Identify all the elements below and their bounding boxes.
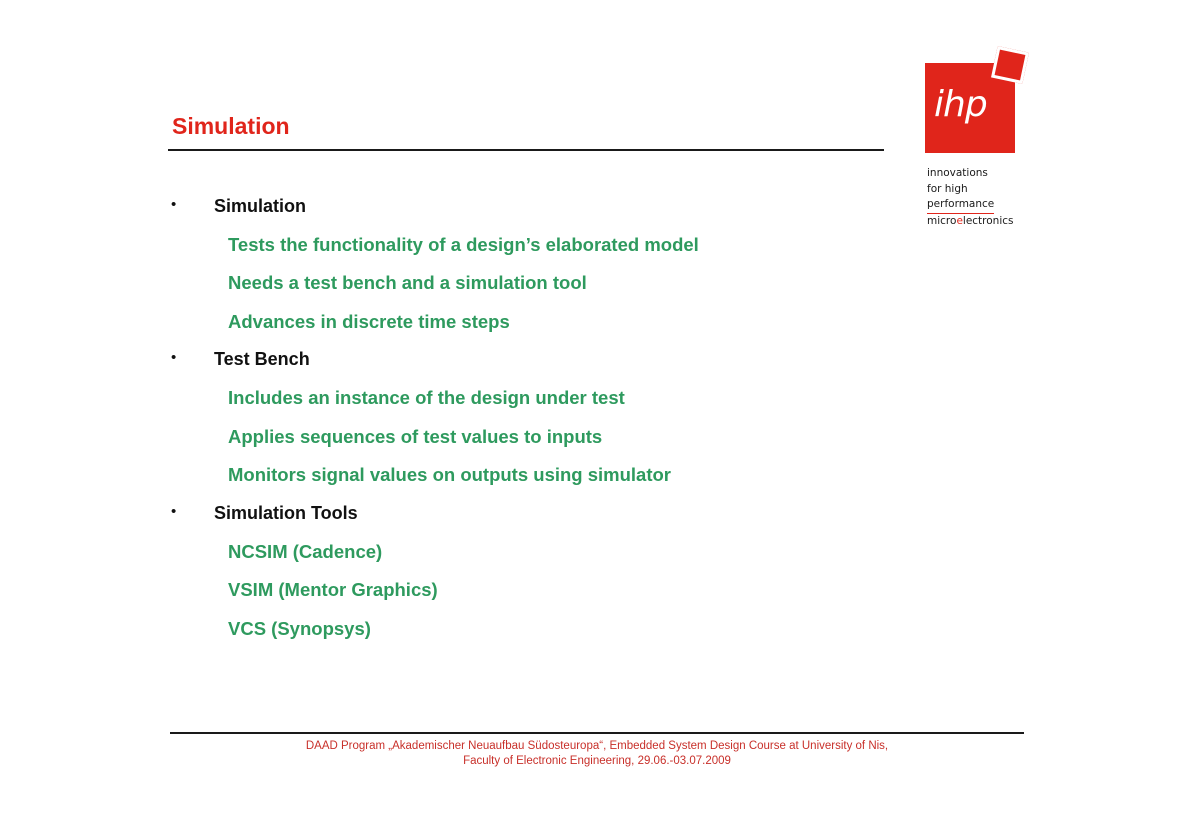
logo-tagline-line-2: for high — [927, 182, 968, 195]
bullet-item: Applies sequences of test values to inputs — [228, 426, 603, 447]
footer-line-1: DAAD Program „Akademischer Neuaufbau Südosteuropa“, Embedded System Design Course at University of Nis, — [305, 740, 889, 752]
bullet-item: Needs a test bench and a simulation tool — [228, 272, 587, 293]
logo-tagline — [927, 166, 1014, 229]
bullet-item: VSIM (Mentor Graphics) — [228, 579, 438, 600]
bullet-item: Monitors signal values on outputs using simulator — [228, 464, 672, 485]
logo-tagline-line-3 — [927, 197, 1014, 214]
bullet-item: NCSIM (Cadence) — [228, 541, 383, 562]
logo-tagline-line-4 — [927, 214, 1014, 230]
footer-line-2: Faculty of Electronic Engineering, 29.06.-03.07.2009 — [463, 755, 731, 767]
bullet-item: Tests the functionality of a design’s elaborated model — [228, 234, 699, 255]
title-divider — [168, 149, 884, 151]
logo-mark: ihp — [934, 84, 987, 125]
logo-tagline-line-3-text: performance — [927, 197, 994, 214]
bullet-heading: • Simulation — [214, 196, 306, 217]
logo-tagline-line-1: innovations — [927, 167, 988, 179]
footer-divider — [170, 732, 1024, 734]
ihp-logo — [920, 46, 1030, 236]
bullet-item: Includes an instance of the design under test — [228, 387, 625, 408]
logo-tagline-lectronics: lectronics — [962, 214, 1014, 227]
bullet-heading: • Test Bench — [214, 349, 310, 370]
logo-tagline-micro: micro — [927, 214, 957, 227]
logo-tile — [991, 46, 1029, 84]
logo-tagline-accent-e: e — [956, 214, 963, 227]
slide-title: Simulation — [172, 113, 290, 139]
bullet-heading: • Simulation Tools — [214, 503, 358, 524]
bullet-item: VCS (Synopsys) — [228, 618, 371, 639]
bullet-item: Advances in discrete time steps — [228, 311, 510, 332]
footer — [170, 739, 1024, 769]
